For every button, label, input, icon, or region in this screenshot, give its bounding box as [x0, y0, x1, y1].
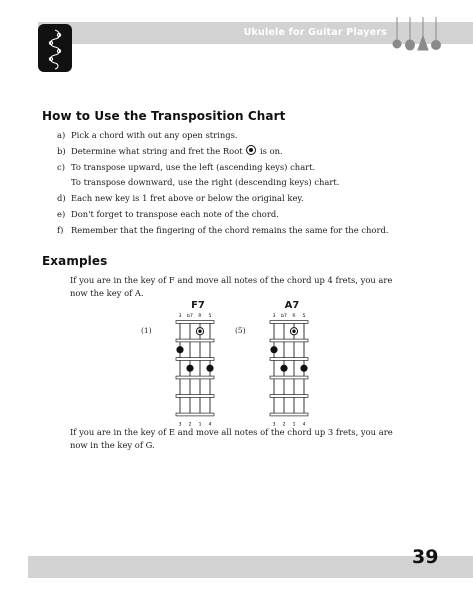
interval-label: 3: [178, 314, 182, 319]
finger-label: 4: [302, 422, 306, 428]
footer-band: [28, 556, 473, 578]
finger-dot: [176, 346, 183, 353]
ukulele-icon: [418, 17, 428, 50]
spine-tab: [38, 24, 72, 72]
fret-line: [270, 321, 308, 324]
root-dot-center: [198, 330, 201, 333]
interval-label: R: [292, 314, 296, 319]
list-item: d) Each new key is 1 fret above or below the original key.: [57, 193, 304, 204]
fret-line: [176, 321, 214, 324]
fret-line: [270, 339, 308, 342]
root-dot-center: [292, 330, 295, 333]
finger-dot: [270, 346, 277, 353]
fret-line: [176, 358, 214, 361]
steps-list: [57, 128, 388, 239]
example-paragraph-2: If you are in the key of E and move all notes of the chord up 3 frets, you are now in the key of G.: [70, 427, 393, 451]
fretboard: [178, 300, 238, 428]
interval-label: 3: [272, 314, 276, 319]
interval-label: R: [198, 314, 202, 319]
list-item: f) Remember that the fingering of the chord remains the same for the chord.: [57, 224, 389, 235]
list-item: b) Determine what string and fret the Root is on.: [57, 145, 283, 156]
finger-dot: [186, 365, 193, 372]
finger-dot: [300, 365, 307, 372]
list-item: c) To transpose upward, use the left (ascending keys) chart.: [57, 161, 316, 172]
interval-label: b7: [281, 314, 287, 319]
ukulele-icon: [432, 17, 441, 50]
finger-label: 2: [188, 422, 192, 428]
fret-line: [176, 339, 214, 342]
example-paragraph-1: If you are in the key of F and move all notes of the chord up 4 frets, you are now the key of A.: [70, 275, 393, 299]
fretboard: [272, 300, 332, 428]
book-title: Ukulele for Guitar Players: [243, 27, 387, 38]
fret-line: [176, 413, 214, 416]
root-symbol-icon: [246, 145, 256, 155]
start-fret-label: (5): [235, 326, 246, 335]
finger-label: 1: [198, 422, 202, 428]
fret-line: [270, 358, 308, 361]
finger-dot: [280, 365, 287, 372]
fret-line: [270, 376, 308, 379]
finger-label: 3: [272, 422, 276, 428]
start-fret-label: (1): [141, 326, 152, 335]
finger-label: 3: [178, 422, 182, 428]
fret-line: [270, 413, 308, 416]
chord-diagram-a7: [235, 300, 332, 428]
chord-name: F7: [191, 300, 205, 311]
ukulele-icons: [390, 14, 450, 52]
list-item: a) Pick a chord with out any open strings.: [57, 130, 238, 140]
interval-label: 5: [302, 314, 306, 319]
chord-diagram-f7: [141, 300, 238, 428]
fret-line: [176, 395, 214, 398]
page-number: 39: [412, 546, 439, 568]
ukulele-icon: [393, 17, 401, 48]
list-item: e) Don't forget to transpose each note of the chord.: [57, 208, 279, 219]
finger-label: 1: [292, 422, 296, 428]
section-heading-examples: Examples: [42, 254, 108, 268]
chord-name: A7: [284, 300, 300, 311]
list-item: To transpose downward, use the right (descending keys) chart.: [71, 177, 340, 188]
ukulele-scroll-icon: [38, 24, 72, 72]
interval-label: b7: [187, 314, 193, 319]
finger-label: 4: [208, 422, 212, 428]
interval-label: 5: [208, 314, 212, 319]
fret-line: [270, 395, 308, 398]
finger-dot: [206, 365, 213, 372]
finger-label: 2: [282, 422, 286, 428]
fret-line: [176, 376, 214, 379]
ukulele-icon: [406, 17, 415, 50]
section-heading-transposition: How to Use the Transposition Chart: [42, 109, 286, 123]
